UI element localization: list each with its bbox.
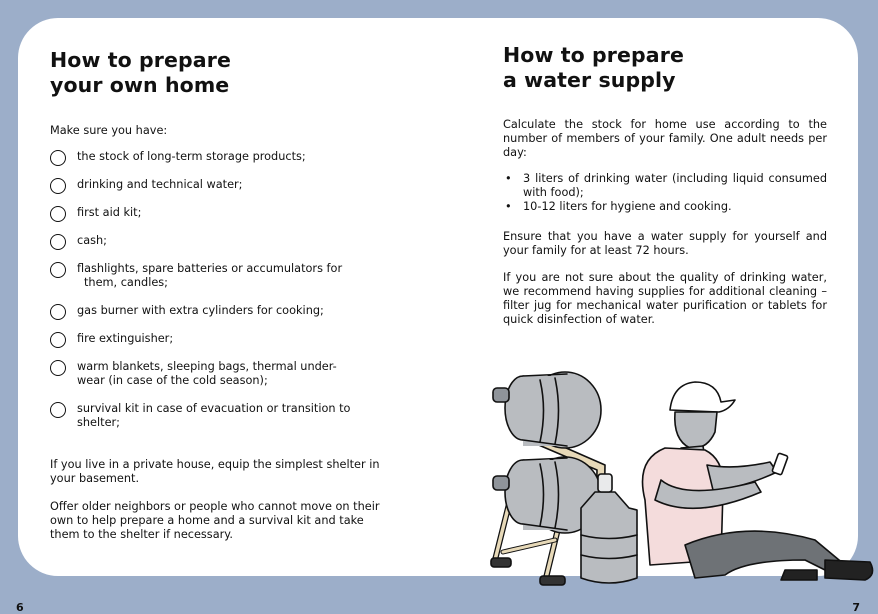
checklist-item-label: survival kit in case of evacuation or transition to [77,402,351,415]
right-title-line-2: a water supply [503,68,676,92]
checklist-item[interactable] [50,178,367,194]
shelter-paragraph: If you live in a private house, equip the simplest shelter in your basement. [50,458,380,485]
checklist-item[interactable] [50,150,367,166]
checkbox-circle-icon[interactable] [50,206,66,222]
right-page-title [503,43,684,93]
page-number-left: 6 [16,601,24,614]
checklist-item[interactable] [50,262,367,290]
checklist-item[interactable] [50,360,367,388]
checkbox-circle-icon[interactable] [50,262,66,278]
checkbox-circle-icon[interactable] [50,304,66,320]
water-bullet-list [503,172,827,214]
water-quality-paragraph: If you are not sure about the quality of drinking water, we recommend having supplies for additional cleaning – filter jug for mechanical water purification or tablets for quick disinfection of water. [503,271,827,326]
left-title-line-2: your own home [50,73,230,97]
checkbox-circle-icon[interactable] [50,402,66,418]
checklist-item-label: cash; [77,234,107,247]
checklist-item[interactable] [50,206,367,222]
left-title-line-1: How to prepare [50,48,231,72]
checklist-item-label: gas burner with extra cylinders for cooking; [77,304,324,317]
page-number-right: 7 [852,601,860,614]
checkbox-circle-icon[interactable] [50,150,66,166]
water-72h-paragraph: Ensure that you have a water supply for yourself and your family for at least 72 hours. [503,230,827,257]
checkbox-circle-icon[interactable] [50,178,66,194]
checklist-intro: Make sure you have: [50,124,168,137]
checkbox-circle-icon[interactable] [50,234,66,250]
checklist-item-label: the stock of long-term storage products; [77,150,306,163]
checklist-item[interactable] [50,332,367,348]
checklist-item-label-cont: shelter; [77,416,120,429]
checkbox-circle-icon[interactable] [50,360,66,376]
checklist-item-label-cont: wear (in case of the cold season); [77,374,268,387]
checklist-item-label-cont: them, candles; [84,276,168,289]
right-title-line-1: How to prepare [503,43,684,67]
checklist-item-label: fire extinguisher; [77,332,174,345]
water-bottles-and-man-illustration [485,370,878,592]
bullet-item: • 10-12 liters for hygiene and cooking. [503,200,827,214]
neighbors-paragraph: Offer older neighbors or people who cannot move on their own to help prepare a home and a survival kit and take them to the shelter if necessary. [50,500,380,541]
left-page-title [50,48,231,98]
checklist-item-label: first aid kit; [77,206,142,219]
water-intro-paragraph: Calculate the stock for home use according to the number of members of your family. One adult needs per day: [503,118,827,159]
checklist-item[interactable] [50,304,367,320]
checkbox-circle-icon[interactable] [50,332,66,348]
checklist-item-label: flashlights, spare batteries or accumulators for [77,262,343,275]
bullet-item: • 3 liters of drinking water (including liquid consumed with food); [503,172,827,200]
checklist-item[interactable] [50,402,367,430]
checklist-item[interactable] [50,234,367,250]
checklist-item-label: warm blankets, sleeping bags, thermal under- [77,360,337,373]
checklist-item-label: drinking and technical water; [77,178,243,191]
